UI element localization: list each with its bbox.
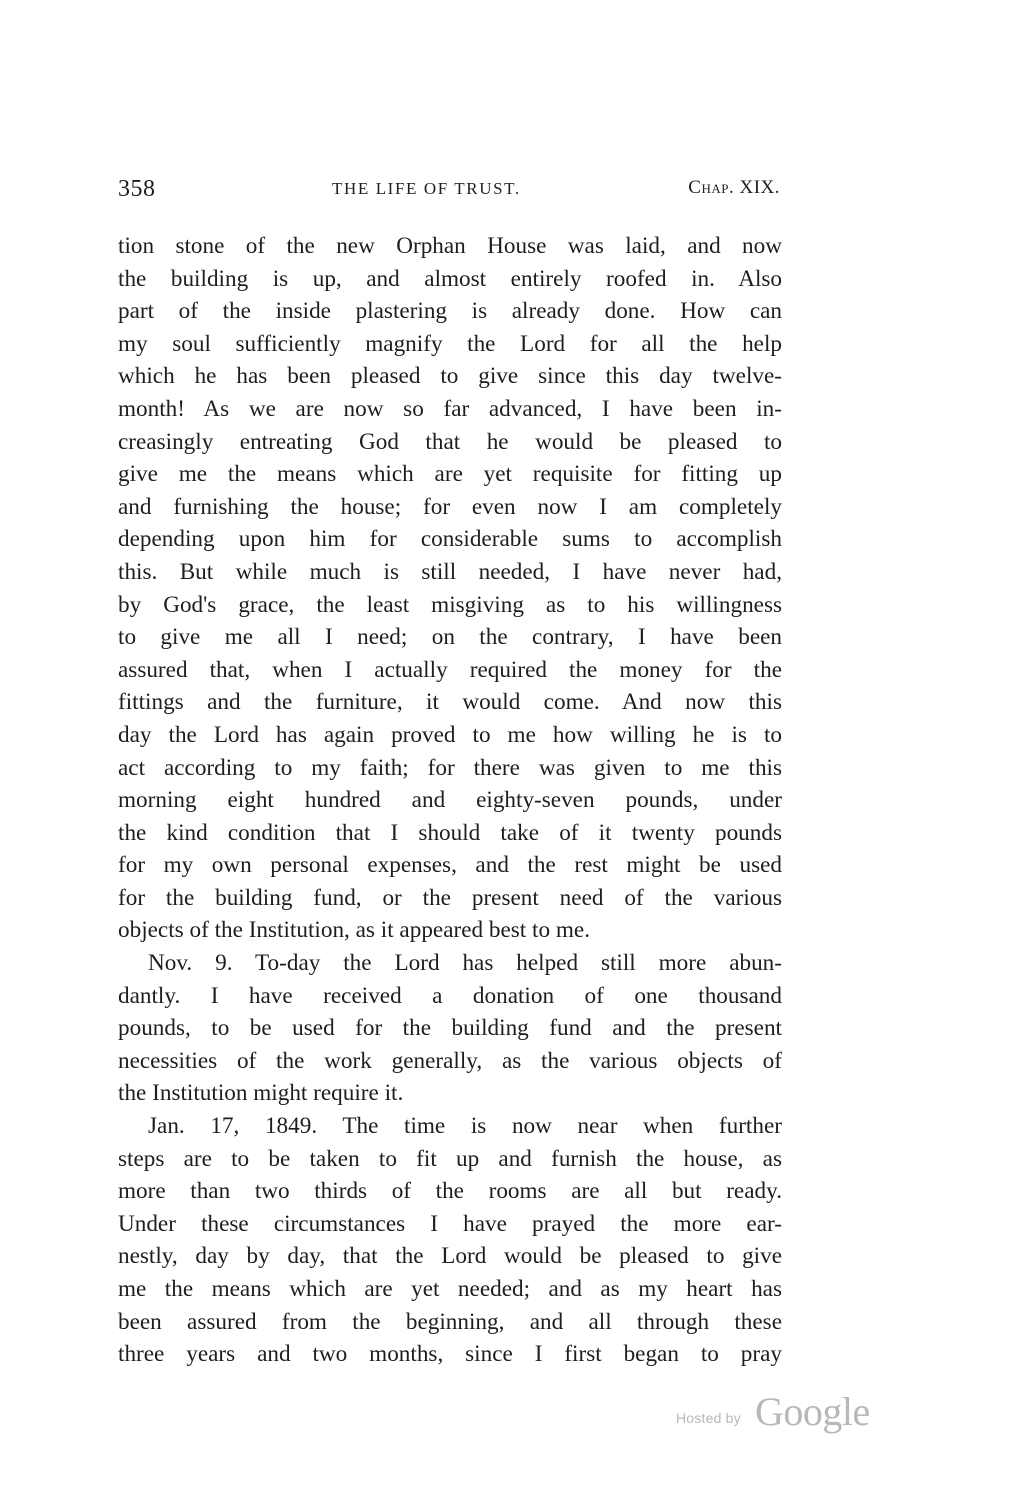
text-line: the building is up, and almost entirely roofed in. Also	[118, 265, 782, 292]
text-line: Under these circumstances I have prayed the more ear-	[118, 1210, 782, 1237]
text-line: pounds, to be used for the building fund and the present	[118, 1015, 782, 1042]
text-line: act according to my faith; for there was given to me this	[118, 754, 782, 781]
text-line: dantly. I have received a donation of one thousand	[118, 982, 782, 1009]
page-number: 358	[118, 176, 156, 202]
text-line: necessities of the work generally, as the various objects of	[118, 1047, 782, 1074]
text-line: steps are to be taken to fit up and furnish the house, as	[118, 1145, 782, 1172]
text-line: me the means which are yet needed; and as my heart has	[118, 1276, 782, 1302]
text-line: Jan. 17, 1849. The time is now near when further	[148, 1113, 782, 1140]
text-line: for the building fund, or the present need of the various	[118, 884, 782, 911]
text-line: nestly, day by day, that the Lord would be pleased to give	[118, 1243, 782, 1270]
text-line: creasingly entreating God that he would be pleased to	[118, 428, 782, 455]
text-line: by God's grace, the least misgiving as to his willingness	[118, 591, 782, 618]
text-line: objects of the Institution, as it appeared best to me.	[118, 917, 591, 944]
text-line: fittings and the furniture, it would come. And now this	[118, 689, 782, 716]
page-header	[118, 176, 780, 206]
text-line: give me the means which are yet requisite for fitting up	[118, 461, 782, 488]
text-line: three years and two months, since I first began to pray	[118, 1341, 782, 1368]
chapter-label: Chap. XIX.	[688, 177, 780, 198]
text-line: part of the inside plastering is already done. How can	[118, 298, 782, 325]
text-line: to give me all I need; on the contrary, I have been	[118, 624, 782, 651]
text-line: been assured from the beginning, and all through these	[118, 1308, 782, 1335]
text-line: which he has been pleased to give since this day twelve-	[118, 363, 782, 390]
text-line: the Institution might require it.	[118, 1080, 404, 1107]
text-line: the kind condition that I should take of it twenty pounds	[118, 819, 782, 846]
text-line: assured that, when I actually required the money for the	[118, 656, 782, 683]
text-line: for my own personal expenses, and the rest might be used	[118, 852, 782, 879]
text-line: tion stone of the new Orphan House was laid, and now	[118, 233, 782, 259]
text-line: my soul sufficiently magnify the Lord for all the help	[118, 330, 782, 357]
text-line: and furnishing the house; for even now I am completely	[118, 493, 782, 520]
google-logo: Google	[755, 1389, 870, 1434]
body-text	[118, 230, 782, 1371]
google-watermark	[676, 1388, 886, 1444]
text-line: month! As we are now so far advanced, I have been in-	[118, 395, 782, 422]
running-title: THE LIFE OF TRUST.	[332, 179, 521, 198]
text-line: more than two thirds of the rooms are all but ready.	[118, 1178, 782, 1205]
text-line: morning eight hundred and eighty-seven pounds, under	[118, 787, 782, 814]
hosted-by-label: Hosted by	[676, 1410, 741, 1426]
text-line: day the Lord has again proved to me how willing he is to	[118, 721, 782, 748]
text-line: this. But while much is still needed, I have never had,	[118, 558, 782, 585]
text-line: depending upon him for considerable sums to accomplish	[118, 526, 782, 553]
text-line: Nov. 9. To-day the Lord has helped still more abun-	[148, 950, 782, 977]
